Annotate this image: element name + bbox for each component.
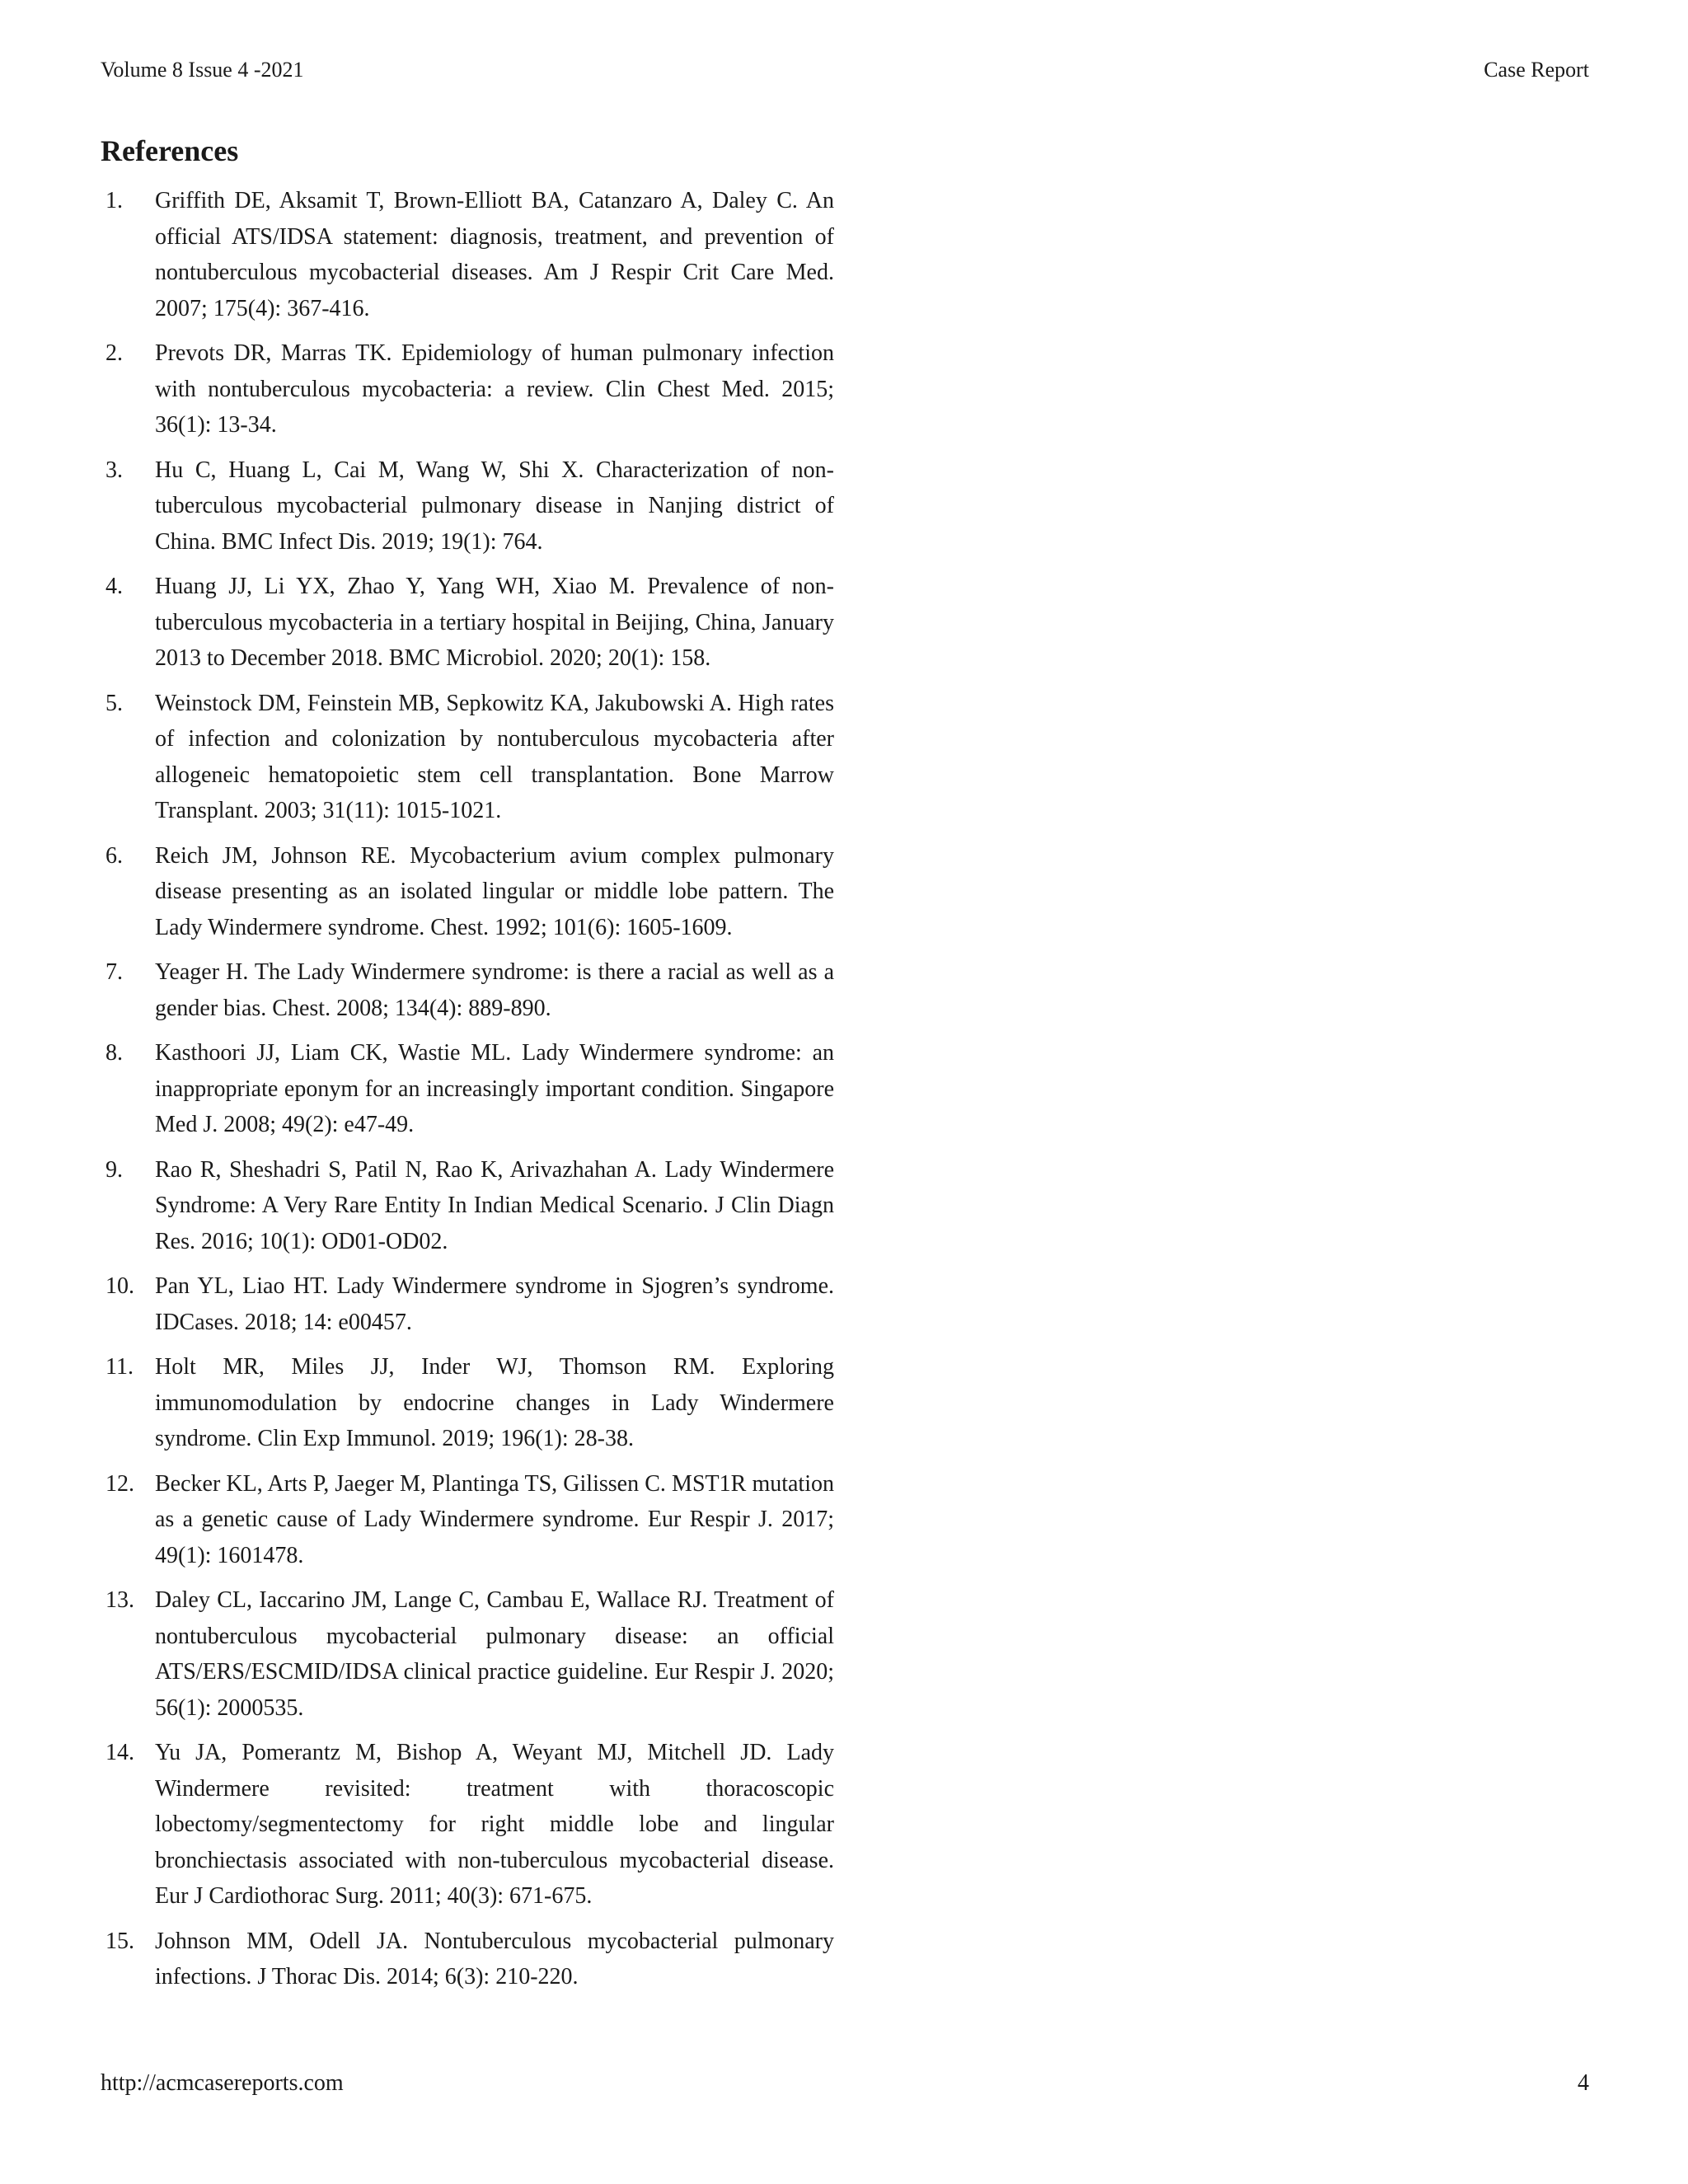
reference-item — [101, 838, 834, 946]
reference-text: Kasthoori JJ, Liam CK, Wastie ML. Lady Windermere syndrome: an inappropriate eponym for an increasingly important condition. Singapore Med J. 2008; 49(2): e47-49. — [155, 1040, 834, 1137]
reference-number: 7. — [106, 959, 123, 985]
reference-number: 14. — [106, 1740, 134, 1765]
reference-item — [101, 452, 834, 560]
reference-text: Griffith DE, Aksamit T, Brown-Elliott BA, Catanzaro A, Daley C. An official ATS/IDSA statement: diagnosis, treatment, and prevention of nontuberculous mycobacterial diseases. Am J Respir Crit Care Med. 2007; 175(4): 367-416. — [155, 188, 834, 321]
reference-item — [101, 1924, 834, 1995]
reference-item — [101, 686, 834, 829]
reference-item — [101, 1466, 834, 1574]
reference-text: Yeager H. The Lady Windermere syndrome: is there a racial as well as a gender bias. Chest. 2008; 134(4): 889-890. — [155, 959, 834, 1021]
reference-item — [101, 1152, 834, 1260]
reference-number: 5. — [106, 690, 123, 716]
reference-text: Hu C, Huang L, Cai M, Wang W, Shi X. Characterization of non-tuberculous mycobacterial pulmonary disease in Nanjing district of China. BMC Infect Dis. 2019; 19(1): 764. — [155, 457, 834, 555]
reference-number: 6. — [106, 842, 123, 869]
footer-website-link[interactable]: http://acmcasereports.com — [101, 2070, 344, 2096]
reference-text: Becker KL, Arts P, Jaeger M, Plantinga TS, Gilissen C. MST1R mutation as a genetic cause of Lady Windermere syndrome. Eur Respir J. 2017; 49(1): 1601478. — [155, 1470, 834, 1568]
reference-text: Holt MR, Miles JJ, Inder WJ, Thomson RM. Exploring immunomodulation by endocrine changes in Lady Windermere syndrome. Clin Exp Immunol. 2019; 196(1): 28-38. — [155, 1354, 834, 1451]
reference-number: 12. — [106, 1470, 134, 1497]
reference-number: 10. — [106, 1273, 134, 1299]
reference-text: Reich JM, Johnson RE. Mycobacterium avium complex pulmonary disease presenting as an isolated lingular or middle lobe pattern. The Lady Windermere syndrome. Chest. 1992; 101(6): 1605-1609. — [155, 842, 834, 940]
reference-number: 1. — [106, 188, 123, 213]
reference-item — [101, 183, 834, 326]
reference-number: 3. — [106, 457, 123, 483]
reference-item — [101, 1735, 834, 1915]
reference-item — [101, 954, 834, 1026]
reference-text: Yu JA, Pomerantz M, Bishop A, Weyant MJ, Mitchell JD. Lady Windermere revisited: treatment with thoracoscopic lobectomy/segmentectomy for right middle lobe and lingular bronchiectasis associated with non-tuberculous mycobacterial disease. Eur J Cardiothorac Surg. 2011; 40(3): 671-675. — [155, 1740, 834, 1909]
reference-text: Rao R, Sheshadri S, Patil N, Rao K, Arivazhahan A. Lady Windermere Syndrome: A Very Rare Entity In Indian Medical Scenario. J Clin Diagn Res. 2016; 10(1): OD01-OD02. — [155, 1156, 834, 1254]
reference-number: 4. — [106, 574, 123, 599]
reference-item — [101, 335, 834, 443]
reference-number: 2. — [106, 340, 123, 366]
running-head-article-type: Case Report — [1484, 58, 1589, 82]
reference-number: 9. — [106, 1156, 123, 1183]
reference-number: 15. — [106, 1928, 134, 1954]
reference-number: 11. — [106, 1354, 134, 1380]
reference-text: Huang JJ, Li YX, Zhao Y, Yang WH, Xiao M. Prevalence of non-tuberculous mycobacteria in a tertiary hospital in Beijing, China, January 2013 to December 2018. BMC Microbiol. 2020; 20(1): 158. — [155, 574, 834, 671]
running-head-volume: Volume 8 Issue 4 -2021 — [101, 58, 304, 82]
reference-item — [101, 1349, 834, 1457]
reference-text: Johnson MM, Odell JA. Nontuberculous mycobacterial pulmonary infections. J Thorac Dis. 2014; 6(3): 210-220. — [155, 1928, 834, 1990]
page-number: 4 — [1578, 2070, 1589, 2096]
reference-item — [101, 1268, 834, 1340]
references-list — [101, 183, 834, 1995]
reference-text: Weinstock DM, Feinstein MB, Sepkowitz KA, Jakubowski A. High rates of infection and colonization by nontuberculous mycobacteria after allogeneic hematopoietic stem cell transplantation. Bone Marrow Transplant. 2003; 31(11): 1015-1021. — [155, 690, 834, 823]
reference-number: 13. — [106, 1587, 134, 1613]
reference-text: Pan YL, Liao HT. Lady Windermere syndrome in Sjogren’s syndrome. IDCases. 2018; 14: e00457. — [155, 1273, 834, 1335]
references-section — [101, 132, 834, 2004]
reference-item — [101, 569, 834, 677]
reference-text: Daley CL, Iaccarino JM, Lange C, Cambau E, Wallace RJ. Treatment of nontuberculous mycobacterial pulmonary disease: an official ATS/ERS/ESCMID/IDSA clinical practice guideline. Eur Respir J. 2020; 56(1): 2000535. — [155, 1587, 834, 1721]
references-heading: References — [101, 134, 239, 167]
reference-item — [101, 1035, 834, 1143]
reference-number: 8. — [106, 1040, 123, 1066]
reference-text: Prevots DR, Marras TK. Epidemiology of human pulmonary infection with nontuberculous mycobacteria: a review. Clin Chest Med. 2015; 36(1): 13-34. — [155, 340, 834, 438]
reference-item — [101, 1582, 834, 1726]
